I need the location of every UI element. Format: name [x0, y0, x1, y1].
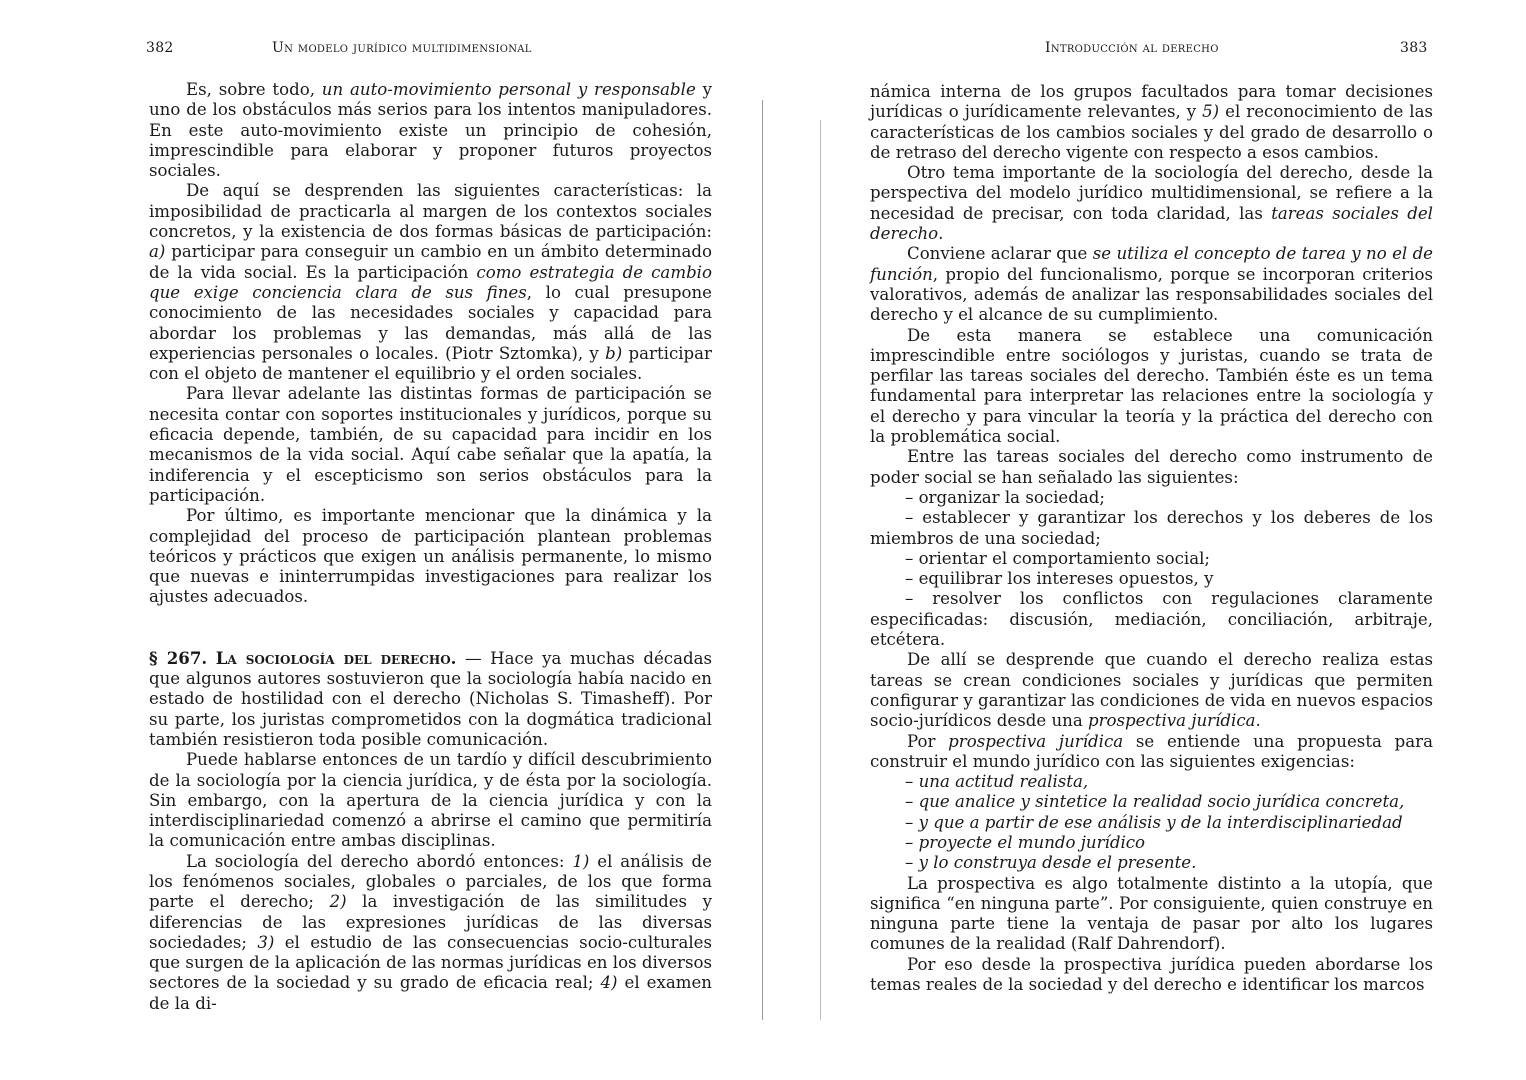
paragraph: De allí se desprende que cuando el derecho realiza estas tareas se crean condiciones sociales y jurídicas que permiten configurar y garantizar las condiciones de vida en nuevos espacios socio-jurídicos desde una prospectiva jurídica. — [870, 650, 1433, 731]
running-title: Introducción al derecho — [1045, 40, 1219, 56]
paragraph: Conviene aclarar que se utiliza el concepto de tarea y no el de función, propio del funcionalismo, porque se incorporan criterios valorativos, además de analizar las responsabilidades sociales del derecho y el alcance de su cumplimiento. — [870, 244, 1434, 325]
list-item: – y lo construya desde el presente. — [905, 853, 1197, 873]
paragraph: Por eso desde la prospectiva jurídica pueden abordarse los temas reales de la sociedad y del derecho e identificar los marcos — [870, 954, 1433, 995]
running-title: Un modelo jurídico multidimensional — [272, 40, 532, 56]
section-number: § 267. — [149, 647, 208, 668]
list-item: – una actitud realista, — [905, 772, 1089, 792]
paragraph: La sociología del derecho abordó entonces: 1) el análisis de los fenómenos sociales, globales o parciales, de los que forma parte el derecho; 2) la investigación de las similitudes y diferencias de las expresiones jurídicas de las diversas sociedades; 3) el estudio de las consecuencias socio-culturales que surgen de la aplicación de las normas jurídicas en los diversos sectores de la sociedad y su grado de eficacia real; 4) el examen de la di- — [149, 851, 712, 1013]
paragraph: Por último, es importante mencionar que la dinámica y la complejidad del proceso de participación plantean problemas teóricos y prácticos que exigen un análisis permanente, lo mismo que nuevas e ininterrumpidas investigaciones para realizar los ajustes adecuados. — [149, 506, 712, 607]
list-item: – orientar el comportamiento social; — [905, 548, 1210, 568]
list-item: – organizar la sociedad; — [905, 487, 1105, 507]
paragraph: Entre las tareas sociales del derecho como instrumento de poder social se han señalado las siguientes: — [870, 447, 1433, 487]
text-column — [149, 80, 712, 1014]
section-title: La sociología del derecho. — [215, 647, 457, 668]
paragraph: Es, sobre todo, un auto-movimiento personal y responsable y uno de los obstáculos más serios para los intentos manipuladores. En este auto-movimiento existe un principio de cohesión, imprescindible para elaborar y proponer futuros proyectos sociales. — [149, 80, 712, 181]
section-heading-paragraph: § 267. La sociología del derecho. — Hace ya muchas décadas que algunos autores sostuvieron que la sociología había nacido en estado de hostilidad con el derecho (Nicholas S. Timasheff). Por su parte, los juristas comprometidos con la dogmática tradicional también resistieron toda posible comunicación. — [149, 647, 713, 749]
text-column — [870, 82, 1433, 995]
paragraph: De aquí se desprenden las siguientes características: la imposibilidad de practicarla al margen de los contextos sociales concretos, y la existencia de dos formas básicas de participación: a) participar para conseguir un cambio en un ámbito determinado de la vida social. Es la participación como estrategia de cambio que exige conciencia clara de sus fines, lo cual presupone conocimiento de las necesidades sociales y capacidad para abordar los problemas y las demandas, más allá de las experiencias personales o locales. (Piotr Sztomka), y b) participar con el objeto de mantener el equilibrio y el orden sociales. — [149, 181, 712, 384]
list-item: – resolver los conflictos con regulaciones claramente especificadas: discusión, mediación, conciliación, arbitraje, etcétera. — [870, 589, 1433, 650]
right-page — [763, 0, 1526, 1080]
paragraph: Otro tema importante de la sociología del derecho, desde la perspectiva del modelo jurídico multidimensional, se refiere a la necesidad de precisar, con toda claridad, las tareas sociales del derecho. — [870, 163, 1433, 244]
list-item: – proyecte el mundo jurídico — [905, 832, 1146, 852]
list-item: – y que a partir de ese análisis y de la interdisciplinariedad — [905, 812, 1403, 832]
list-item: – que analice y sintetice la realidad socio jurídica concreta, — [905, 792, 1405, 812]
page-number: 382 — [146, 40, 174, 56]
paragraph: Puede hablarse entonces de un tardío y difícil descubrimiento de la sociología por la ciencia jurídica, y de ésta por la sociología. Sin embargo, con la apertura de la ciencia jurídica y con la interdisciplinariedad comenzó a abrirse el camino que permitiría la comunicación entre ambas disciplinas. — [149, 750, 712, 851]
paragraph: La prospectiva es algo totalmente distinto a la utopía, que significa “en ninguna parte”. Por consiguiente, quien construye en ninguna parte tiene la ventaja de pasar por alto los lugares comunes de la realidad (Ralf Dahrendorf). — [870, 873, 1433, 954]
list-item: – equilibrar los intereses opuestos, y — [905, 569, 1214, 589]
paragraph: Para llevar adelante las distintas formas de participación se necesita contar con soportes institucionales y jurídicos, porque su eficacia depende, también, de su capacidad para incidir en los mecanismos de la vida social. Aquí cabe señalar que la apatía, la indiferencia y el escepticismo son serios obstáculos para la participación. — [149, 384, 712, 505]
paragraph: námica interna de los grupos facultados para tomar decisiones jurídicas o jurídicamente relevantes, y 5) el reconocimiento de las características de los cambios sociales y del grado de desarrollo o de retraso del derecho vigente con respecto a esos cambios. — [870, 82, 1433, 162]
paragraph: Por prospectiva jurídica se entiende una propuesta para construir el mundo jurídico con las siguientes exigencias: — [870, 731, 1433, 771]
list-item: – establecer y garantizar los derechos y los deberes de los miembros de una sociedad; — [870, 508, 1433, 548]
page-number: 383 — [1400, 40, 1428, 56]
paragraph: De esta manera se establece una comunicación imprescindible entre sociólogos y juristas, cuando se trata de perfilar las tareas sociales del derecho. También éste es un tema fundamental para interpretar las relaciones entre la sociología y el derecho y para vincular la teoría y la práctica del derecho con la problemática social. — [870, 325, 1433, 447]
